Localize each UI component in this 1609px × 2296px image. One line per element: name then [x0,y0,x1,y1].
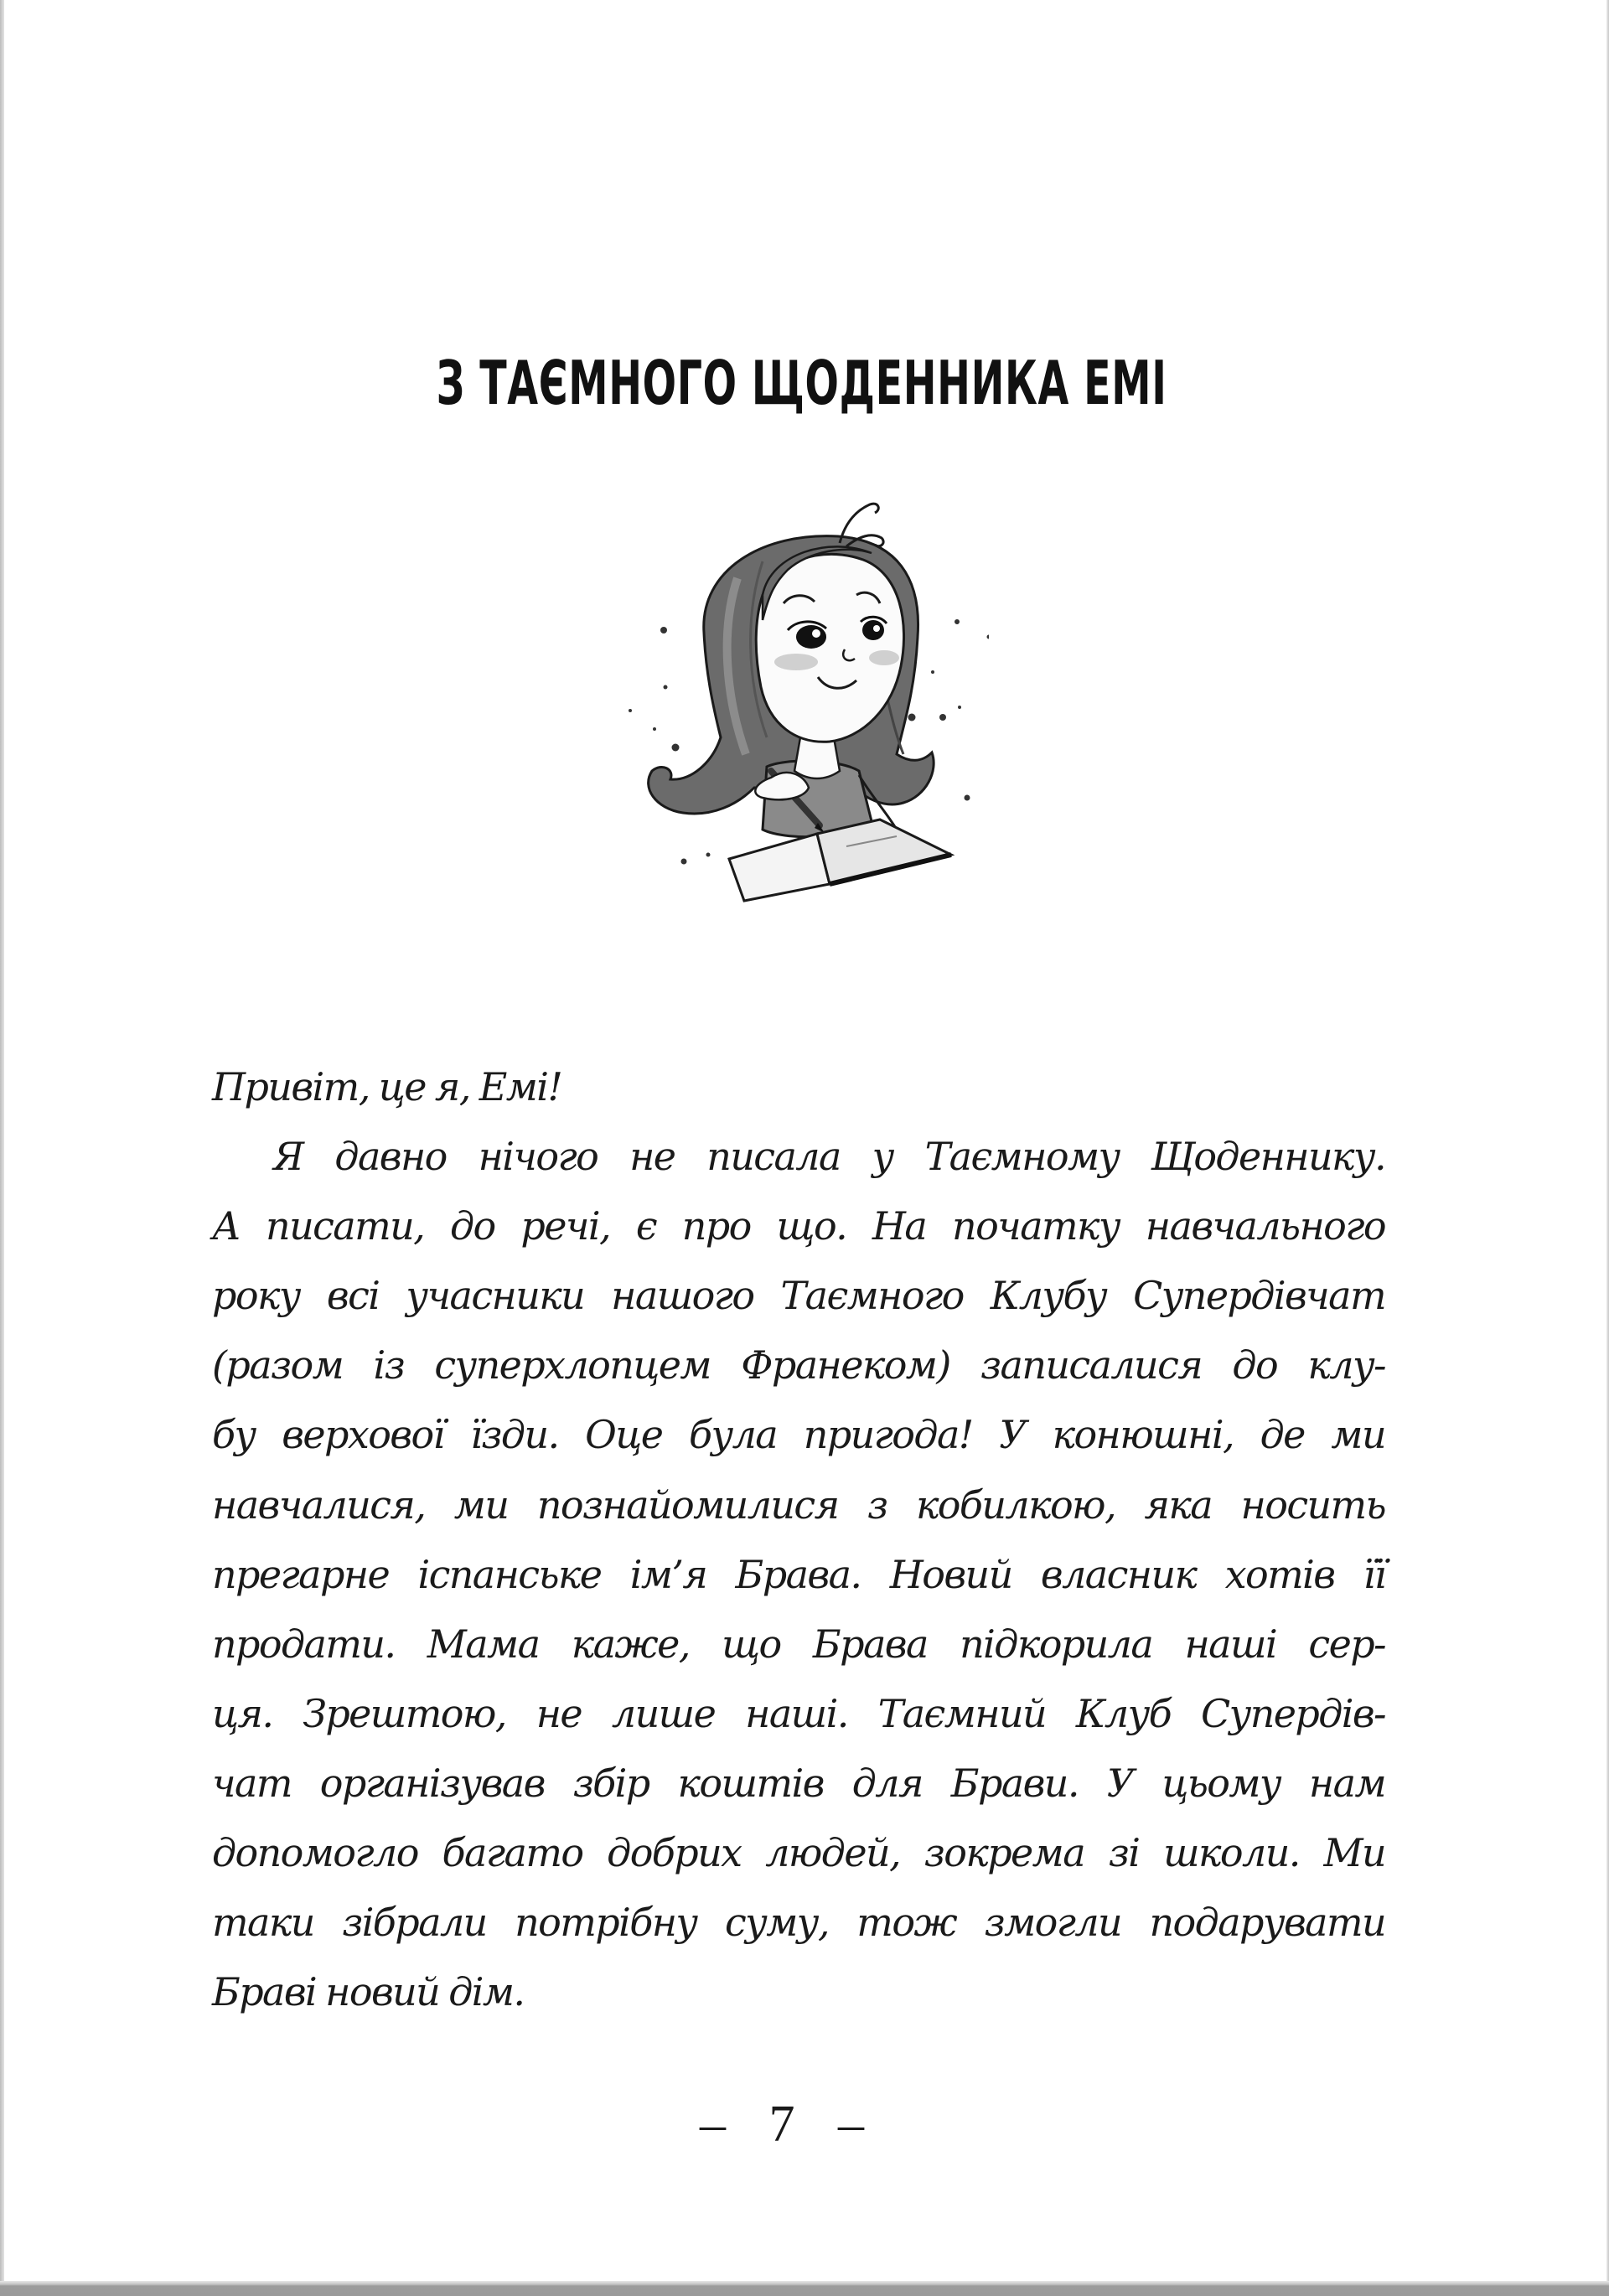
open-book-icon [729,820,951,901]
page-number: – 7 – [700,2096,879,2153]
page-number-container [0,2095,1609,2154]
paragraph-line: А писати, до речі, є про що. На початку навчального [212,1203,1385,1249]
paragraph-line: Браві новий дім. [212,1969,525,2015]
paragraph-line: продати. Мама каже, що Брава підкорила наші сер- [212,1621,1385,1667]
paragraph-line: року всі учасники нашого Таємного Клубу Супердівчат [212,1273,1385,1319]
diary-entry-text [212,1052,1385,2027]
paragraph-line: Я давно нічого не писала у Таємному Щоденнику. [273,1134,1385,1180]
girl-writing-diary-illustration [620,486,989,905]
chapter-title-container [0,345,1609,421]
page-left-edge [0,0,4,2285]
paragraph-line: (разом із суперхлопцем Франеком) записалися до клу- [212,1342,1385,1388]
greeting-line: Привіт, це я, Емі! [212,1064,562,1109]
paragraph-line: допомогло багато добрих людей, зокрема зі школи. Ми [212,1830,1385,1876]
viewer-bottom-bar [0,2281,1609,2296]
paragraph-line: таки зібрали потрібну суму, тож змогли подарувати [212,1900,1385,1946]
paragraph-line: навчалися, ми познайомилися з кобилкою, яка носить [212,1482,1385,1528]
paragraph-line: прегарне іспанське ім’я Брава. Новий власник хотів її [212,1551,1385,1597]
paragraph-line: бу верхової їзди. Оце була пригода! У конюшні, де ми [212,1412,1385,1458]
chapter-title: З ТАЄМНОГО ЩОДЕННИКА ЕМІ [436,348,1167,418]
paragraph-line: чат організував збір коштів для Брави. У цьому нам [212,1760,1385,1806]
paragraph-line: ця. Зрештою, не лише наші. Таємний Клуб Супердів- [212,1690,1385,1736]
